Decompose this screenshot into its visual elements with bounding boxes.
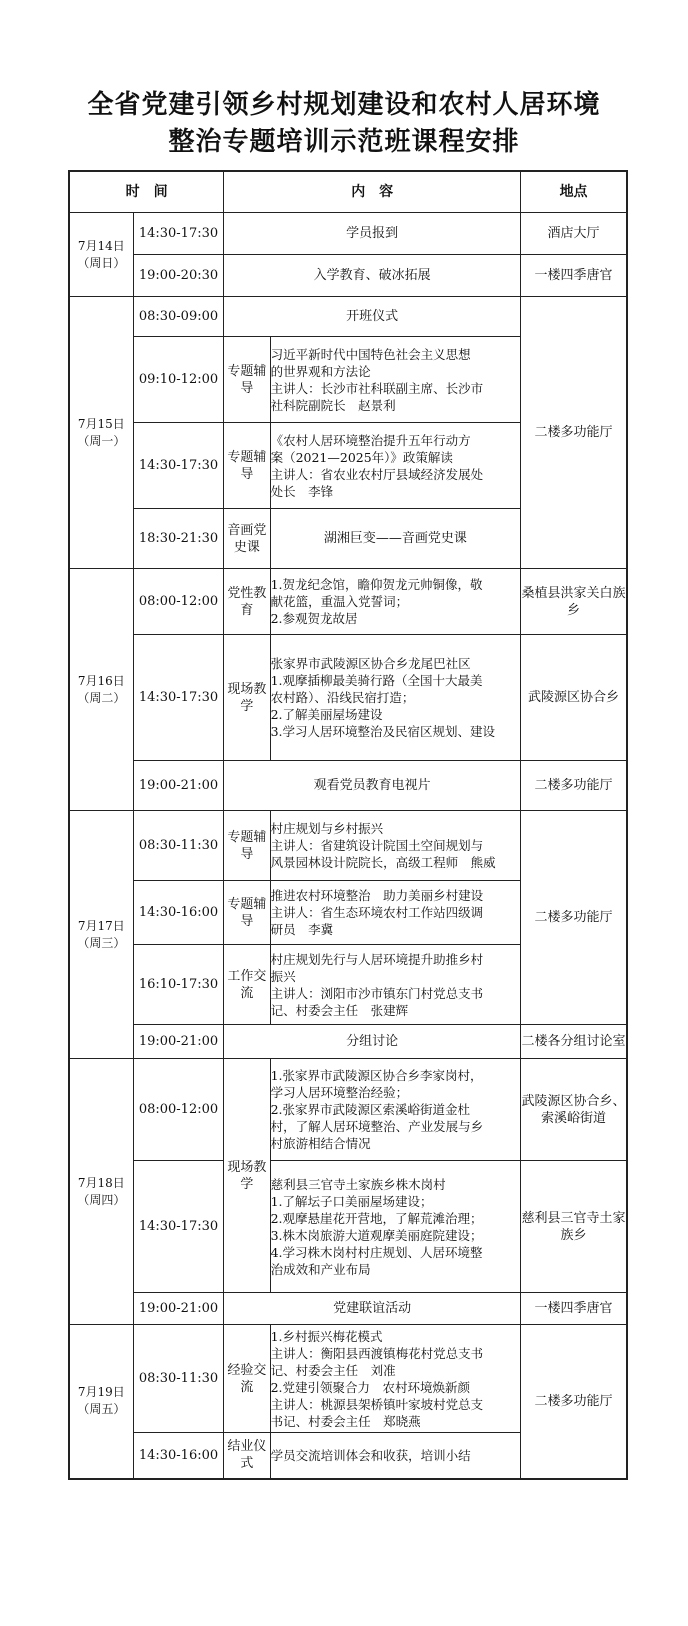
session-type-cell: 现场教学 [224,635,270,761]
table-row [69,1025,627,1059]
content-line: 1.了解坛子口美丽屋场建设； [270,1193,433,1209]
content-cell: 学员报到 [224,213,521,255]
date-cell [69,213,133,297]
content-line: 主讲人：省建筑设计院国土空间规划与 [270,838,484,853]
session-type-cell: 现场教学 [224,1059,270,1293]
content-line: 3.株木岗旅游大道观摩美丽庭院建设； [270,1227,483,1243]
content-line: 主讲人：省生态环境农村工作站四级调 [270,905,484,920]
location-cell: 桑植县洪家关白族乡 [521,569,627,635]
content-line: 3.学习人居环境整治及民宿区规划、建设 [270,724,495,739]
content-line: 村庄规划与乡村振兴 [270,821,384,836]
schedule-table [68,170,628,1480]
location-cell: 一楼四季唐官 [521,255,627,297]
page-title-line2: 整治专题培训示范班课程安排 [168,127,520,157]
content-line: 1.乡村振兴梅花模式 [270,1328,383,1344]
weekday: （周五） [77,1402,126,1417]
session-type-cell: 专题辅导 [224,811,270,881]
table-row [69,761,627,811]
content-cell: 开班仪式 [224,297,521,337]
location-cell: 二楼各分组讨论室 [521,1025,627,1059]
content-line: 主讲人：桃源县架桥镇叶家坡村党总支 [270,1396,484,1412]
time-cell: 18:30-21:30 [133,509,224,569]
page-title-line1: 全省党建引领乡村规划建设和农村人居环境 [87,90,601,120]
content-line: 研员 李冀 [270,922,334,937]
content-line: 2.张家界市武陵源区索溪峪街道金杜 [270,1102,470,1117]
date-cell [69,1325,133,1479]
content-line: 1.张家界市武陵源区协合乡李家岗村， [270,1068,483,1083]
content-line: 主讲人：省农业农村厅县域经济发展处 [270,466,484,482]
session-type-cell: 音画党史课 [224,509,270,569]
session-type-cell: 专题辅导 [224,423,270,509]
content-cell [270,945,521,1025]
table-row [69,1293,627,1325]
table-row [69,635,627,761]
content-cell: 入学教育、破冰拓展 [224,255,521,297]
date-cell [69,297,133,569]
time-cell: 08:30-11:30 [133,811,224,881]
content-line: 处长 李锋 [270,483,334,499]
content-line: 的世界观和方法论 [270,363,371,379]
content-cell [270,423,521,509]
location-cell: 二楼多功能厅 [521,761,627,811]
table-row [69,1161,627,1293]
table-row [69,1059,627,1161]
content-cell: 湖湘巨变——音画党史课 [270,509,521,569]
content-line: 记、村委会主任 刘准 [270,1362,396,1378]
time-cell: 14:30-17:30 [133,1161,224,1293]
content-line: 村，了解人居环境整治、产业发展与乡 [270,1119,484,1134]
table-row [69,297,627,337]
content-line: 张家界市武陵源区协合乡龙尾巴社区 [270,656,471,671]
content-line: 风景园林设计院院长，高级工程师 熊威 [270,855,496,870]
time-cell: 08:00-12:00 [133,569,224,635]
date: 7月18日 [77,1175,125,1190]
content-line: 振兴 [270,968,296,984]
content-line: 村旅游相结合情况 [270,1136,371,1151]
location-cell: 二楼多功能厅 [521,811,627,1025]
location-cell: 武陵源区协合乡 [521,635,627,761]
date-cell [69,1059,133,1325]
content-cell [270,1325,521,1433]
date-cell [69,811,133,1059]
session-type-cell: 党性教育 [224,569,270,635]
weekday: （周三） [77,935,126,950]
time-cell: 08:30-09:00 [133,297,224,337]
session-type-cell: 结业仪式 [224,1433,270,1479]
time-cell: 14:30-16:00 [133,1433,224,1479]
header-content: 内 容 [224,171,521,213]
header-row [69,171,627,213]
date-cell [69,569,133,811]
location-cell: 酒店大厅 [521,213,627,255]
time-cell: 14:30-17:30 [133,423,224,509]
table-row [69,811,627,881]
content-cell: 观看党员教育电视片 [224,761,521,811]
date: 7月14日 [77,238,125,253]
content-line: 村庄规划先行与人居环境提升助推乡村 [270,951,484,967]
session-type-cell: 工作交流 [224,945,270,1025]
header-time: 时 间 [69,171,224,213]
content-line: 农村路）、沿线民宿打造； [270,690,415,705]
date: 7月16日 [77,673,125,688]
time-cell: 19:00-20:30 [133,255,224,297]
time-cell: 08:00-12:00 [133,1059,224,1161]
content-line: 社科院副院长 赵景利 [270,397,396,413]
content-line: 2.观摩悬崖花开营地，了解荒滩治理； [270,1210,483,1226]
table-row [69,569,627,635]
location-cell: 二楼多功能厅 [521,1325,627,1479]
content-line: 书记、村委会主任 郑晓燕 [270,1413,421,1429]
location-cell: 武陵源区协合乡、索溪峪街道 [521,1059,627,1161]
time-cell: 09:10-12:00 [133,337,224,423]
session-type-cell: 专题辅导 [224,337,270,423]
content-line: 记、村委会主任 张建辉 [270,1002,409,1018]
content-cell [270,569,521,635]
content-line: 1.观摩插柳最美骑行路（全国十大最美 [270,673,483,688]
location-cell: 一楼四季唐官 [521,1293,627,1325]
content-line: 推进农村环境整治 助力美丽乡村建设 [270,888,484,903]
content-cell [270,1059,521,1161]
time-cell: 16:10-17:30 [133,945,224,1025]
content-cell: 学员交流培训体会和收获，培训小结 [270,1433,521,1479]
content-line: 案（2021—2025年）》政策解读 [270,449,453,465]
content-line: 慈利县三官寺土家族乡株木岗村 [270,1176,446,1192]
content-line: 《农村人居环境整治提升五年行动方 [270,432,471,448]
time-cell: 14:30-17:30 [133,213,224,255]
weekday: （周日） [77,255,126,270]
table-row [69,213,627,255]
content-cell [270,1161,521,1293]
time-cell: 19:00-21:00 [133,1025,224,1059]
content-line: 主讲人：浏阳市沙市镇东门村党总支书 [270,985,484,1001]
content-cell [270,635,521,761]
table-row [69,1325,627,1433]
date: 7月19日 [77,1385,125,1400]
content-line: 4.学习株木岗村村庄规划、人居环境整 [270,1244,483,1260]
time-cell: 14:30-17:30 [133,635,224,761]
date: 7月17日 [77,918,125,933]
location-cell: 二楼多功能厅 [521,297,627,569]
date: 7月15日 [77,416,125,431]
time-cell: 14:30-16:00 [133,881,224,945]
weekday: （周四） [77,1192,126,1207]
content-line: 治成效和产业布局 [270,1261,371,1277]
session-type-cell: 经验交流 [224,1325,270,1433]
content-line: 献花篮，重温入党誓词； [270,594,409,609]
location-cell: 慈利县三官寺土家族乡 [521,1161,627,1293]
session-type-cell: 专题辅导 [224,881,270,945]
content-line: 主讲人：长沙市社科联副主席、长沙市 [270,380,484,396]
content-line: 1.贺龙纪念馆，瞻仰贺龙元帅铜像，敬 [270,577,483,592]
weekday: （周一） [77,433,126,448]
content-cell [270,881,521,945]
content-line: 习近平新时代中国特色社会主义思想 [270,346,471,362]
content-line: 学习人居环境整治经验； [270,1085,409,1100]
content-cell [270,337,521,423]
content-cell [270,811,521,881]
table-row [69,255,627,297]
content-line: 主讲人：衡阳县西渡镇梅花村党总支书 [270,1345,484,1361]
header-location: 地点 [521,171,627,213]
content-cell: 分组讨论 [224,1025,521,1059]
time-cell: 19:00-21:00 [133,761,224,811]
content-cell: 党建联谊活动 [224,1293,521,1325]
time-cell: 08:30-11:30 [133,1325,224,1433]
content-line: 2.党建引领聚合力 农村环境焕新颜 [270,1379,470,1395]
weekday: （周二） [77,690,126,705]
time-cell: 19:00-21:00 [133,1293,224,1325]
content-line: 2.参观贺龙故居 [270,611,358,626]
content-line: 2.了解美丽屋场建设 [270,707,383,722]
